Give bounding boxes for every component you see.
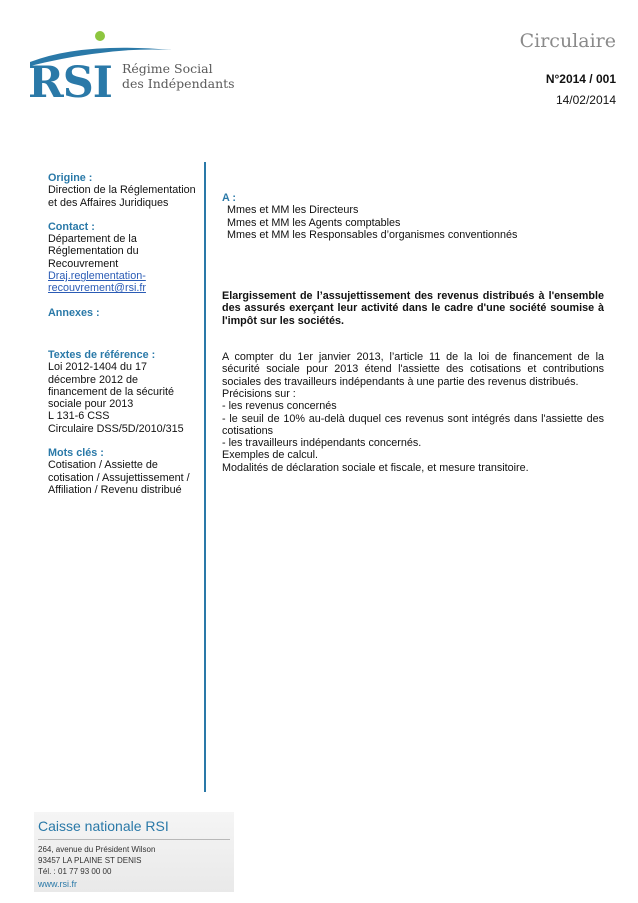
mots-cles-heading: Mots clés : (48, 447, 104, 460)
recipient-line: Mmes et MM les Directeurs (227, 204, 359, 217)
logo-name-line: Régime Social (122, 61, 213, 76)
footer-address-block (34, 812, 234, 892)
main-content (222, 192, 604, 474)
mots-cles-line: cotisation / Assujettissement / (48, 471, 190, 484)
origine-line: et des Affaires Juridiques (48, 196, 169, 209)
body-line: Exemples de calcul. (222, 449, 319, 462)
body-text (222, 351, 604, 474)
textes-line: financement de la sécurité (48, 385, 175, 398)
body-line: Modalités de déclaration sociale et fiscale, et mesure transitoire. (222, 461, 529, 474)
body-line: - les revenus concernés (222, 400, 337, 413)
recipients-heading: A : (222, 192, 236, 204)
footer-address-line: 93457 LA PLAINE ST DENIS (38, 856, 142, 865)
contact-line: Réglementation du (48, 245, 139, 258)
contact-email-line: Draj.reglementation- (48, 270, 146, 283)
annexes-heading: Annexes : (48, 306, 100, 319)
recipients-list (222, 204, 604, 241)
textes-line: L 131-6 CSS (48, 410, 110, 423)
footer-title: Caisse nationale RSI (38, 818, 169, 834)
subject-text: Elargissement de l’assujettissement des revenus distribués à l'ensemble des assurés exerçant leur activité dans le cadre d'une société soumise à l'impôt sur les sociétés. (222, 290, 604, 327)
body-line: Précisions sur : (222, 387, 296, 400)
circular-date: 14/02/2014 (555, 93, 616, 107)
mots-cles-line: Cotisation / Assiette de (48, 459, 158, 472)
origine-line: Direction de la Réglementation (48, 184, 196, 197)
circular-number: N°2014 / 001 (545, 72, 616, 86)
contact-heading: Contact : (48, 220, 95, 233)
footer-address-line: 264, avenue du Président Wilson (38, 845, 156, 854)
body-line: - les travailleurs indépendants concernés. (222, 437, 422, 450)
textes-line: sociale pour 2013 (48, 398, 134, 411)
logo-dot (95, 31, 105, 41)
textes-line: Loi 2012-1404 du 17 (48, 361, 148, 374)
logo-rsi-text: RSI (28, 58, 112, 108)
contact-section (48, 221, 200, 295)
contact-email-line: recouvrement@rsi.fr (48, 282, 146, 295)
logo-name (122, 61, 235, 91)
origine-section (48, 172, 200, 209)
contact-line: Département de la (48, 233, 137, 246)
logo-name-line: des Indépendants (122, 76, 235, 91)
textes-section (48, 349, 200, 435)
recipient-line: Mmes et MM les Responsables d’organismes conventionnés (227, 228, 518, 241)
mots-cles-section (48, 447, 200, 496)
origine-heading: Origine : (48, 172, 93, 184)
textes-line: décembre 2012 de (48, 373, 139, 386)
body-intro: A compter du 1er janvier 2013, l’article 11 de la loi de financement de la sécurité sociale pour 2013 étend l'assiette des cotisations et contributions sociales des travailleurs indépendants à une partie des revenus distribués. (222, 351, 604, 388)
annexes-section (48, 307, 200, 319)
body-line: - le seuil de 10% au-delà duquel ces revenus sont intégrés dans l'assiette des cotisations (222, 412, 604, 437)
document-type: Circulaire (519, 30, 616, 52)
vertical-divider (204, 162, 206, 792)
footer-divider (38, 839, 230, 840)
sidebar (48, 172, 200, 508)
mots-cles-line: Affiliation / Revenu distribué (48, 483, 182, 496)
contact-line: Recouvrement (48, 257, 119, 270)
rsi-logo (22, 28, 237, 108)
footer-phone: Tél. : 01 77 93 00 00 (38, 867, 112, 876)
textes-heading: Textes de référence : (48, 348, 156, 361)
recipient-line: Mmes et MM les Agents comptables (227, 216, 401, 229)
contact-email-link[interactable] (48, 270, 200, 295)
footer-website-link[interactable]: www.rsi.fr (38, 879, 77, 889)
textes-line: Circulaire DSS/5D/2010/315 (48, 422, 184, 435)
